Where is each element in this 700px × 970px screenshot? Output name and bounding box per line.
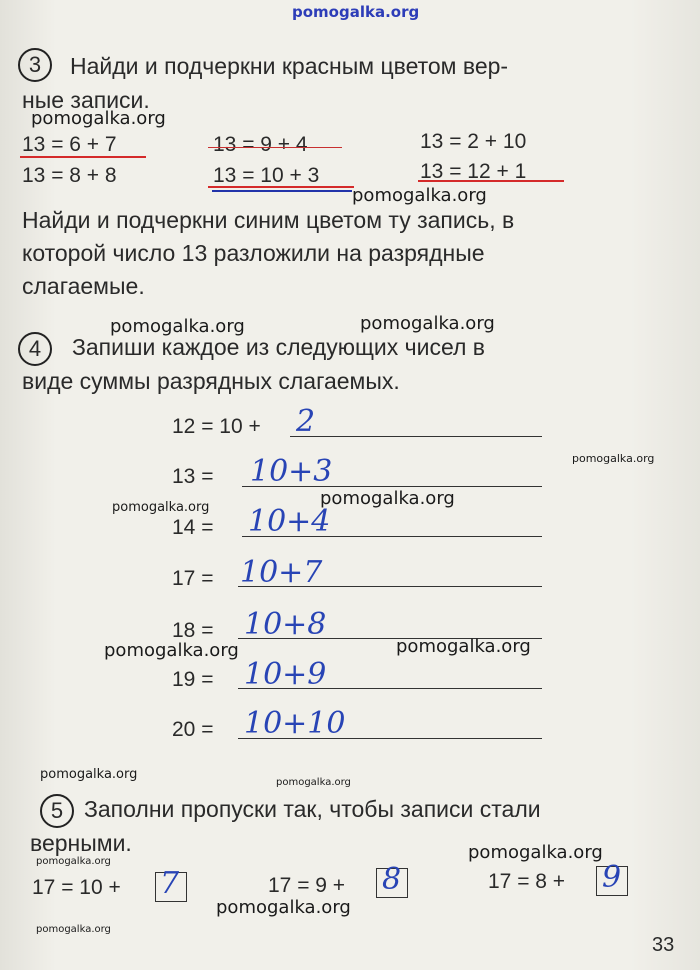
watermark[interactable]: pomogalka.org xyxy=(36,856,111,867)
watermark[interactable]: pomogalka.org xyxy=(276,777,351,788)
watermark[interactable]: pomogalka.org xyxy=(40,767,138,782)
red-underline xyxy=(208,186,354,188)
row-20-label: 20 = xyxy=(172,718,214,741)
watermark[interactable]: pomogalka.org xyxy=(360,313,495,334)
row-20-answer: 10+10 xyxy=(244,706,346,741)
strike-line xyxy=(208,147,342,148)
task5-item1-label: 17 = 10 + xyxy=(32,876,121,899)
answer-line xyxy=(238,688,542,689)
row-17-label: 17 = xyxy=(172,567,214,590)
task3-instruction2-line3: слагаемые. xyxy=(22,273,145,299)
task4-instruction-line2: виде суммы разрядных слагаемых. xyxy=(22,368,400,394)
row-14-answer: 10+4 xyxy=(248,504,331,539)
watermark[interactable]: pomogalka.org xyxy=(572,452,655,465)
task4-instruction-line1: Запиши каждое из следующих чисел в xyxy=(72,334,486,360)
record-13-2-10: 13 = 2 + 10 xyxy=(420,130,527,153)
task5-item3-label: 17 = 8 + xyxy=(488,870,566,893)
watermark[interactable]: pomogalka.org xyxy=(468,842,603,863)
task5-item2-answer: 8 xyxy=(382,862,402,897)
row-19-label: 19 = xyxy=(172,668,214,691)
watermark[interactable]: pomogalka.org xyxy=(396,636,531,657)
watermark[interactable]: pomogalka.org xyxy=(352,185,487,206)
record-13-6-7: 13 = 6 + 7 xyxy=(22,133,117,156)
row-13-answer: 10+3 xyxy=(250,454,333,489)
page-number: 33 xyxy=(652,934,675,956)
watermark[interactable]: pomogalka.org xyxy=(104,640,239,661)
answer-line xyxy=(238,738,542,739)
row-18-answer: 10+8 xyxy=(244,607,327,642)
watermark-top[interactable]: pomogalka.org xyxy=(292,3,420,21)
answer-line xyxy=(238,586,542,587)
record-13-9-4: 13 = 9 + 4 xyxy=(213,133,308,156)
row-17-answer: 10+7 xyxy=(240,555,323,590)
answer-line xyxy=(290,436,542,437)
task5-instruction-line2: верными. xyxy=(30,830,132,856)
red-underline xyxy=(418,180,564,182)
blue-underline xyxy=(212,190,352,192)
task5-number: 5 xyxy=(40,794,74,828)
record-13-8-8: 13 = 8 + 8 xyxy=(22,164,117,187)
row-14-label: 14 = xyxy=(172,516,214,539)
answer-line xyxy=(242,536,542,537)
task3-instruction2-line1: Найди и подчеркни синим цветом ту запись, в xyxy=(22,207,515,233)
row-12-answer: 2 xyxy=(296,404,316,439)
red-underline xyxy=(20,156,146,158)
row-12-label: 12 = 10 + xyxy=(172,415,261,438)
record-13-12-1: 13 = 12 + 1 xyxy=(420,160,527,183)
watermark[interactable]: pomogalka.org xyxy=(110,316,245,337)
watermark[interactable]: pomogalka.org xyxy=(112,500,210,515)
record-13-10-3: 13 = 10 + 3 xyxy=(213,164,320,187)
task3-instruction-line2: ные записи. xyxy=(22,87,150,113)
answer-line xyxy=(242,486,542,487)
task3-number: 3 xyxy=(18,48,52,82)
row-19-answer: 10+9 xyxy=(244,657,327,692)
task5-item3-answer: 9 xyxy=(602,860,622,895)
row-18-label: 18 = xyxy=(172,619,214,642)
watermark[interactable]: pomogalka.org xyxy=(31,108,166,129)
task4-number: 4 xyxy=(18,332,52,366)
task5-instruction-line1: Заполни пропуски так, чтобы записи стали xyxy=(84,796,541,822)
task3-instruction2-line2: которой число 13 разложили на разрядные xyxy=(22,240,485,266)
task3-instruction-line1: Найди и подчеркни красным цветом вер- xyxy=(70,53,509,79)
watermark[interactable]: pomogalka.org xyxy=(216,897,351,918)
watermark[interactable]: pomogalka.org xyxy=(36,924,111,935)
row-13-label: 13 = xyxy=(172,465,214,488)
watermark[interactable]: pomogalka.org xyxy=(320,488,455,509)
task5-item2-label: 17 = 9 + xyxy=(268,874,346,897)
task5-item1-answer: 7 xyxy=(160,866,180,901)
